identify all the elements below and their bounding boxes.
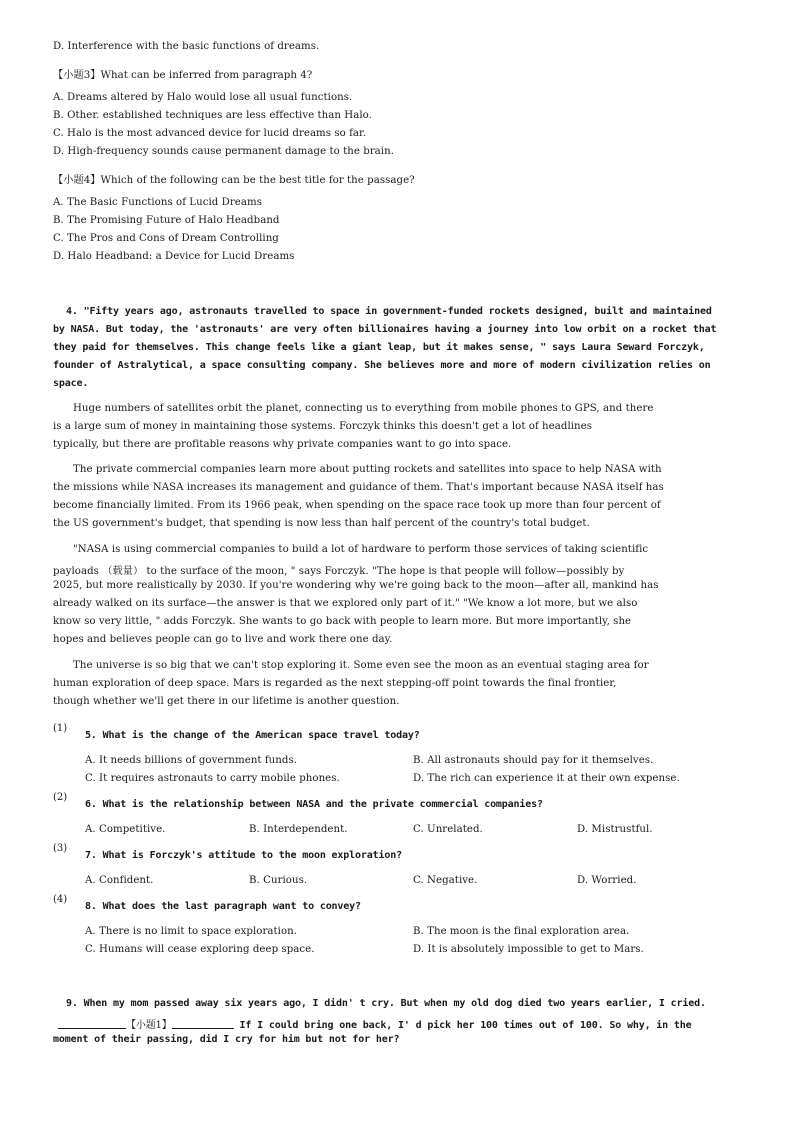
passage9-line: moment of their passing, did I cry for him but not for her? (53, 1034, 400, 1045)
passage9-line-rest: If I could bring one back, I' d pick her 100 times out of 100. So why, in the (239, 1020, 692, 1031)
passage4-para3-line: know so very little, " adds Forczyk. She wants to go back with people to learn more. But more importantly, she (53, 616, 632, 627)
q3-option: B. Other. established techniques are less effective than Halo. (53, 110, 372, 121)
question-option: D. It is absolutely impossible to get to Mars. (413, 944, 644, 955)
question-option: A. Confident. (85, 875, 154, 886)
question-option: C. Unrelated. (413, 824, 483, 835)
question-number: (1) (53, 723, 68, 734)
q4-option: D. Halo Headband: a Device for Lucid Dreams (53, 251, 295, 262)
question-option: D. The rich can experience it at their own expense. (413, 773, 680, 784)
question-option: B. All astronauts should pay for it themselves. (413, 755, 654, 766)
passage4-para2-line: the missions while NASA increases its management and guidance of them. That's important because NASA itself has (53, 482, 664, 493)
question-option: C. Humans will cease exploring deep space. (85, 944, 315, 955)
passage4-para3-line: 2025, but more realistically by 2030. If you're wondering why we're going back to the moon—after all, mankind has (53, 580, 659, 591)
passage4-para2-line: the US government's budget, that spending is now less than half percent of the country's total budget. (53, 518, 590, 529)
answer-blank[interactable] (58, 1018, 126, 1029)
question-option: C. It requires astronauts to carry mobile phones. (85, 773, 340, 784)
q2-option-d: D. Interference with the basic functions of dreams. (53, 41, 320, 52)
question-stem: 7. What is Forczyk's attitude to the moon exploration? (85, 850, 403, 861)
passage4-para4-line: The universe is so big that we can't stop exploring it. Some even see the moon as an eventual staging area for (73, 660, 649, 671)
question-stem: 8. What does the last paragraph want to convey? (85, 901, 361, 912)
q3-option: D. High-frequency sounds cause permanent damage to the brain. (53, 146, 395, 157)
question-number: (4) (53, 894, 68, 905)
passage9-line: 9. When my mom passed away six years ago, I didn' t cry. But when my old dog died two years earlier, I cried. (66, 998, 706, 1009)
passage4-para4-line: though whether we'll get there in our lifetime is another question. (53, 696, 400, 707)
question-option: D. Mistrustful. (577, 824, 653, 835)
q3-label: 【小题3】 (53, 70, 101, 81)
passage4-para2-line: The private commercial companies learn more about putting rockets and satellites into space to help NASA with (73, 464, 662, 475)
passage4-para3-line: "NASA is using commercial companies to build a lot of hardware to perform those services of taking scientific (73, 544, 649, 555)
passage4-para3-line: payloads （载量） to the surface of the moon, " says Forczyk. "The hope is that people will follow—possibly by (53, 566, 625, 577)
passage4-intro-line: space. (53, 378, 89, 389)
passage4-para4-line: human exploration of deep space. Mars is regarded as the next stepping-off point towards the final frontier, (53, 678, 617, 689)
q4-option: C. The Pros and Cons of Dream Controlling (53, 233, 279, 244)
question-option: A. There is no limit to space exploration. (85, 926, 298, 937)
question-number: (2) (53, 792, 68, 803)
q4-question: Which of the following can be the best title for the passage? (100, 175, 415, 186)
answer-blank[interactable] (172, 1018, 234, 1029)
blank-label: 【小题1】 (126, 1020, 172, 1031)
q3-option: C. Halo is the most advanced device for lucid dreams so far. (53, 128, 367, 139)
passage4-intro-line: they paid for themselves. This change feels like a giant leap, but it makes sense, " says Laura Seward Forczyk, (53, 342, 705, 353)
question-option: A. It needs billions of government funds. (85, 755, 298, 766)
question-option: B. Interdependent. (249, 824, 348, 835)
q3-option: A. Dreams altered by Halo would lose all usual functions. (53, 92, 353, 103)
q4-label: 【小题4】 (53, 175, 101, 186)
question-option: D. Worried. (577, 875, 637, 886)
passage4-intro-line: by NASA. But today, the 'astronauts' are very often billionaires having a journey into low orbit on a rocket that (53, 324, 717, 335)
question-option: C. Negative. (413, 875, 478, 886)
passage4-para1-line: is a large sum of money in maintaining those systems. Forczyk thinks this doesn't get a lot of headlines (53, 421, 593, 432)
q4-option: B. The Promising Future of Halo Headband (53, 215, 280, 226)
q4-header (53, 171, 415, 186)
question-option: A. Competitive. (85, 824, 166, 835)
passage4-para1-line: typically, but there are profitable reasons why private companies want to go into space. (53, 439, 512, 450)
question-stem: 6. What is the relationship between NASA and the private commercial companies? (85, 799, 543, 810)
question-option: B. The moon is the final exploration area. (413, 926, 630, 937)
passage4-para3-line: already walked on its surface—the answer is that we explored only part of it." "We know a lot more, but we also (53, 598, 638, 609)
question-option: B. Curious. (249, 875, 308, 886)
passage4-para3-line: hopes and believes people can go to live and work there one day. (53, 634, 393, 645)
passage4-intro-line: 4. "Fifty years ago, astronauts travelled to space in government-funded rockets designed, built and maintained (66, 306, 712, 317)
passage4-para1-line: Huge numbers of satellites orbit the planet, connecting us to everything from mobile phones to GPS, and there (73, 403, 654, 414)
passage4-intro-line: founder of Astralytical, a space consulting company. She believes more and more of modern civilization relies on (53, 360, 711, 371)
question-number: (3) (53, 843, 68, 854)
question-stem: 5. What is the change of the American space travel today? (85, 730, 420, 741)
q3-question: What can be inferred from paragraph 4? (100, 70, 313, 81)
q3-header (53, 66, 312, 81)
q4-option: A. The Basic Functions of Lucid Dreams (53, 197, 262, 208)
passage9-blank-line (58, 1016, 692, 1031)
passage4-para2-line: become financially limited. From its 1966 peak, when spending on the space race took up more than four percent of (53, 500, 661, 511)
